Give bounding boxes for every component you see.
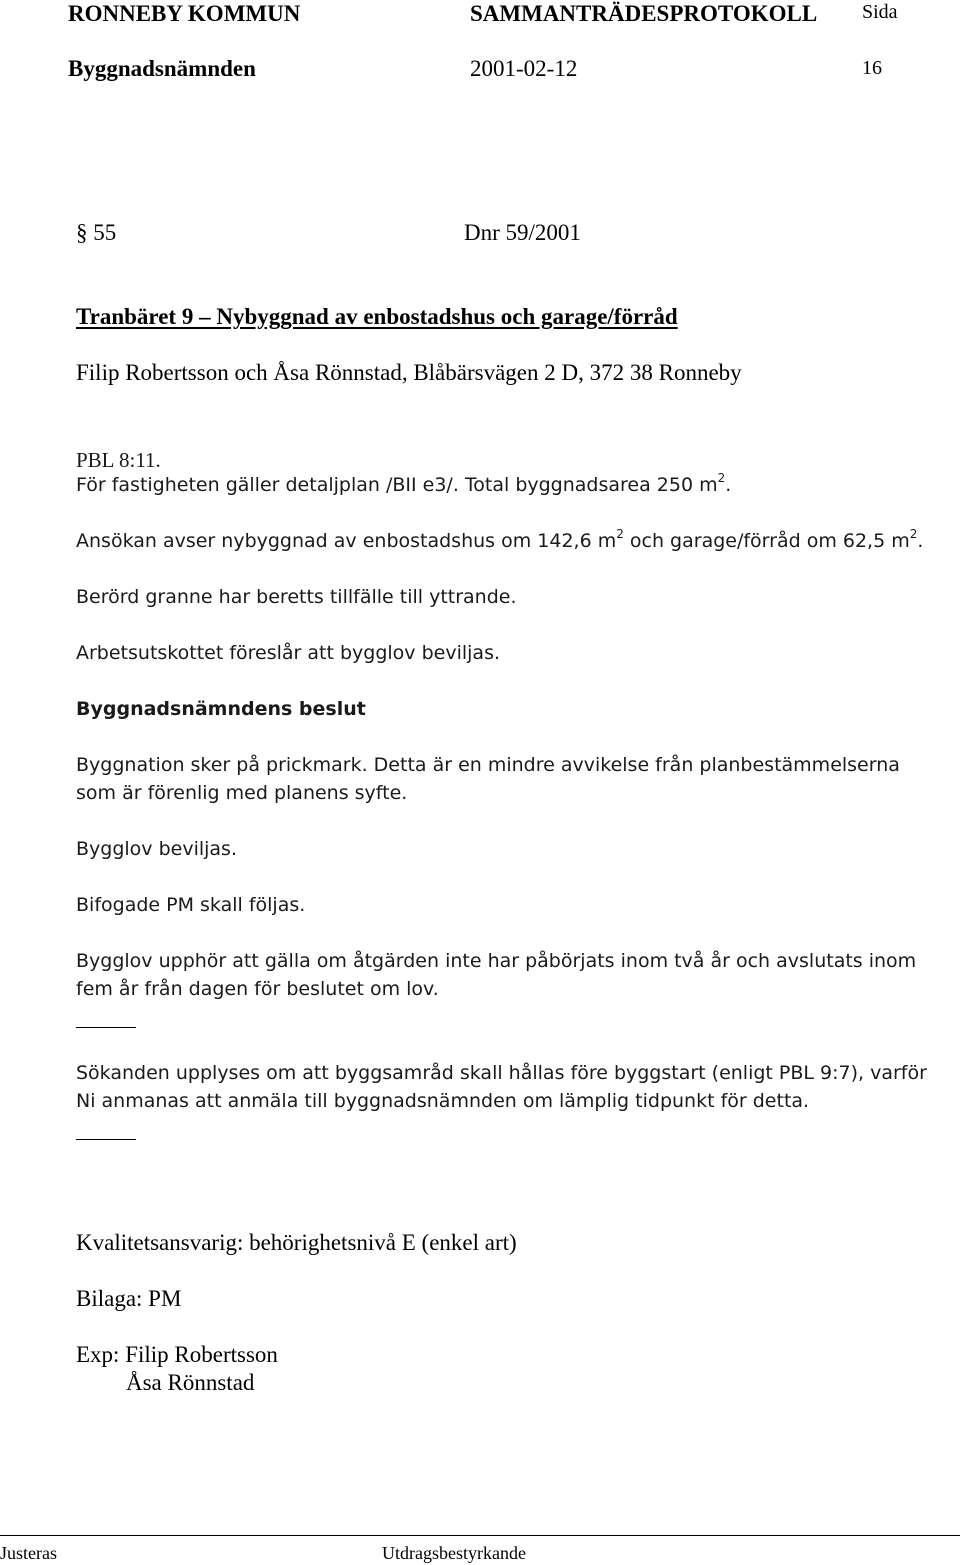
pbl-reference: PBL 8:11. — [76, 448, 161, 472]
plan-line-sup: 2 — [717, 470, 726, 485]
header-board: Byggnadsnämnden — [68, 56, 256, 81]
header-page-label: Sida — [862, 1, 898, 23]
decision-para1-line1: Byggnation sker på prickmark. Detta är en mindre avvikelse från planbestämmelserna — [76, 754, 900, 776]
footer-utdragsbestyrkande: Utdragsbestyrkande — [382, 1543, 526, 1563]
quality-responsible: Kvalitetsansvarig: behörighetsnivå E (enkel art) — [76, 1230, 517, 1255]
application-text: Ansökan avser nybyggnad av enbostadshus om 142,6 m — [76, 530, 617, 552]
footer-rule — [0, 1535, 960, 1536]
validity-line1: Bygglov upphör att gälla om åtgärden inte har påbörjats inom två år och avslutats inom — [76, 950, 917, 972]
decision-para2: Bygglov beviljas. — [76, 838, 237, 860]
attachment: Bilaga: PM — [76, 1286, 182, 1311]
application-sup-1: 2 — [616, 526, 624, 541]
application-post: . — [917, 530, 924, 552]
separator-line — [76, 1027, 136, 1028]
proposal-line: Arbetsutskottet föreslår att bygglov beviljas. — [76, 642, 501, 664]
validity-line2: fem år från dagen för beslutet om lov. — [76, 978, 439, 1000]
application-sup-2: 2 — [909, 526, 918, 541]
plan-line-text: För fastigheten gäller detaljplan /BII e3/. Total byggnadsarea 250 m — [76, 474, 718, 496]
neighbour-line: Berörd granne har beretts tillfälle till yttrande. — [76, 586, 517, 608]
application-mid: och garage/förråd om 62,5 m — [623, 530, 910, 552]
decision-para3: Bifogade PM skall följas. — [76, 894, 306, 916]
case-dnr: Dnr 59/2001 — [464, 220, 581, 245]
header-page-number: 16 — [862, 57, 882, 79]
footer-justeras: Justeras — [0, 1543, 57, 1563]
case-paragraph: § 55 — [76, 220, 117, 245]
plan-line-post: . — [725, 474, 732, 496]
case-applicants: Filip Robertsson och Åsa Rönnstad, Blåbärsvägen 2 D, 372 38 Ronneby — [76, 360, 742, 385]
plan-line — [76, 470, 732, 496]
decision-para1-line2: som är förenlig med planens syfte. — [76, 782, 408, 804]
decision-heading: Byggnadsnämndens beslut — [76, 698, 366, 720]
notice-line2: Ni anmanas att anmäla till byggnadsnämnden om lämplig tidpunkt för detta. — [76, 1090, 810, 1112]
notice-line1: Sökanden upplyses om att byggsamråd skall hållas före byggstart (enligt PBL 9:7), varför — [76, 1062, 927, 1084]
case-title: Tranbäret 9 – Nybyggnad av enbostadshus och garage/förråd — [76, 304, 678, 329]
header-org: RONNEBY KOMMUN — [68, 1, 301, 26]
header-doc-type: SAMMANTRÄDESPROTOKOLL — [470, 1, 818, 26]
separator-line — [76, 1139, 136, 1140]
distribution-second: Åsa Rönnstad — [126, 1370, 255, 1395]
application-line — [76, 526, 924, 552]
header-date: 2001-02-12 — [470, 56, 578, 81]
distribution-first: Exp: Filip Robertsson — [76, 1342, 278, 1367]
